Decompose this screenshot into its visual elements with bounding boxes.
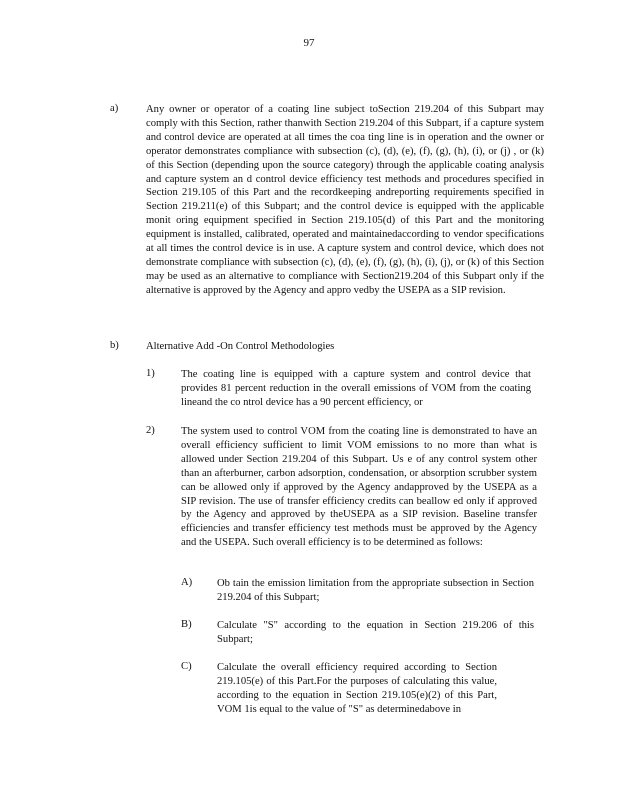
item-b2A-paragraph: Ob tain the emission limitation from the appropriate subsection in Section 219.204 of this Subpart; — [217, 578, 534, 603]
item-b2-paragraph: The system used to control VOM from the coating line is demonstrated to have an overall efficiency sufficient to limit VOM emissions to no more than what is allowed under Section 219.204 of this Subpart. Us e of any control system other than an afterburner, carbon adsorption, condensation, or absorption scrubber system can be allowed only if approved by the Agency andapproved by the USEPA as a SIP revision. The use of transfer efficiency credits can beallow ed only if approved by the Agency and approved by theUSEPA as a SIP revision. Baseline transfer efficiencies and transfer efficiency test methods must be approved by the Agency and the USEPA. Such overall efficiency is to be determined as follows: — [181, 426, 537, 549]
item-b2-label: 2) — [146, 425, 155, 436]
item-b2B-paragraph: Calculate "S" according to the equation in Section 219.206 of this Subpart; — [217, 620, 534, 645]
item-b-heading: Alternative Add -On Control Methodologies — [146, 341, 335, 352]
item-b2C-paragraph: Calculate the overall efficiency required according to Section 219.105(e) of this Part.For the purposes of calculating this value, according to the equation in Section 219.105(e)(2) of this Part, VOM 1is equal to the value of "S" as determinedabove in — [217, 662, 497, 715]
item-a-label: a) — [110, 103, 119, 114]
page-number: 97 — [303, 37, 315, 49]
item-b2A-label: A) — [181, 577, 193, 588]
item-a-paragraph: Any owner or operator of a coating line subject toSection 219.204 of this Subpart may comply with this Section, rather thanwith Section 219.204 of this Subpart, if a capture system and control device are operated at all times the coa ting line is in operation and the owner or operator demonstrates compliance with subsection (c), (d), (e), (f), (g), (h), (i), or (j) , or (k) of this Section (depending upon the source category) through the applicable coating analysis and capture system an d control device efficiency test methods and procedures specified in Section 219.105 of this Part and the recordkeeping andreporting requirements specified in Section 219.211(e) of this Subpart; and the control device is equipped with the applicable monit oring equipment specified in Section 219.105(d) of this Part and the monitoring equipment is installed, calibrated, operated and maintainedaccording to vendor specifications at all times the control device is in use. A capture system and control device, which does not demonstrate compliance with subsection (c), (d), (e), (f), (g), (h), (i), (j), or (k) of this Section may be used as an alternative to compliance with Section219.204 of this Subpart only if the alternative is approved by the Agency and appro vedby the USEPA as a SIP revision. — [146, 104, 544, 296]
item-b1-paragraph: The coating line is equipped with a capture system and control device that provides 81 percent reduction in the overall emissions of VOM from the coating lineand the co ntrol device has a 90 percent efficiency, or — [181, 369, 531, 408]
item-b2B-label: B) — [181, 619, 192, 630]
item-b2C-label: C) — [181, 661, 192, 672]
item-b1-label: 1) — [146, 368, 155, 379]
item-b-label: b) — [110, 340, 119, 351]
